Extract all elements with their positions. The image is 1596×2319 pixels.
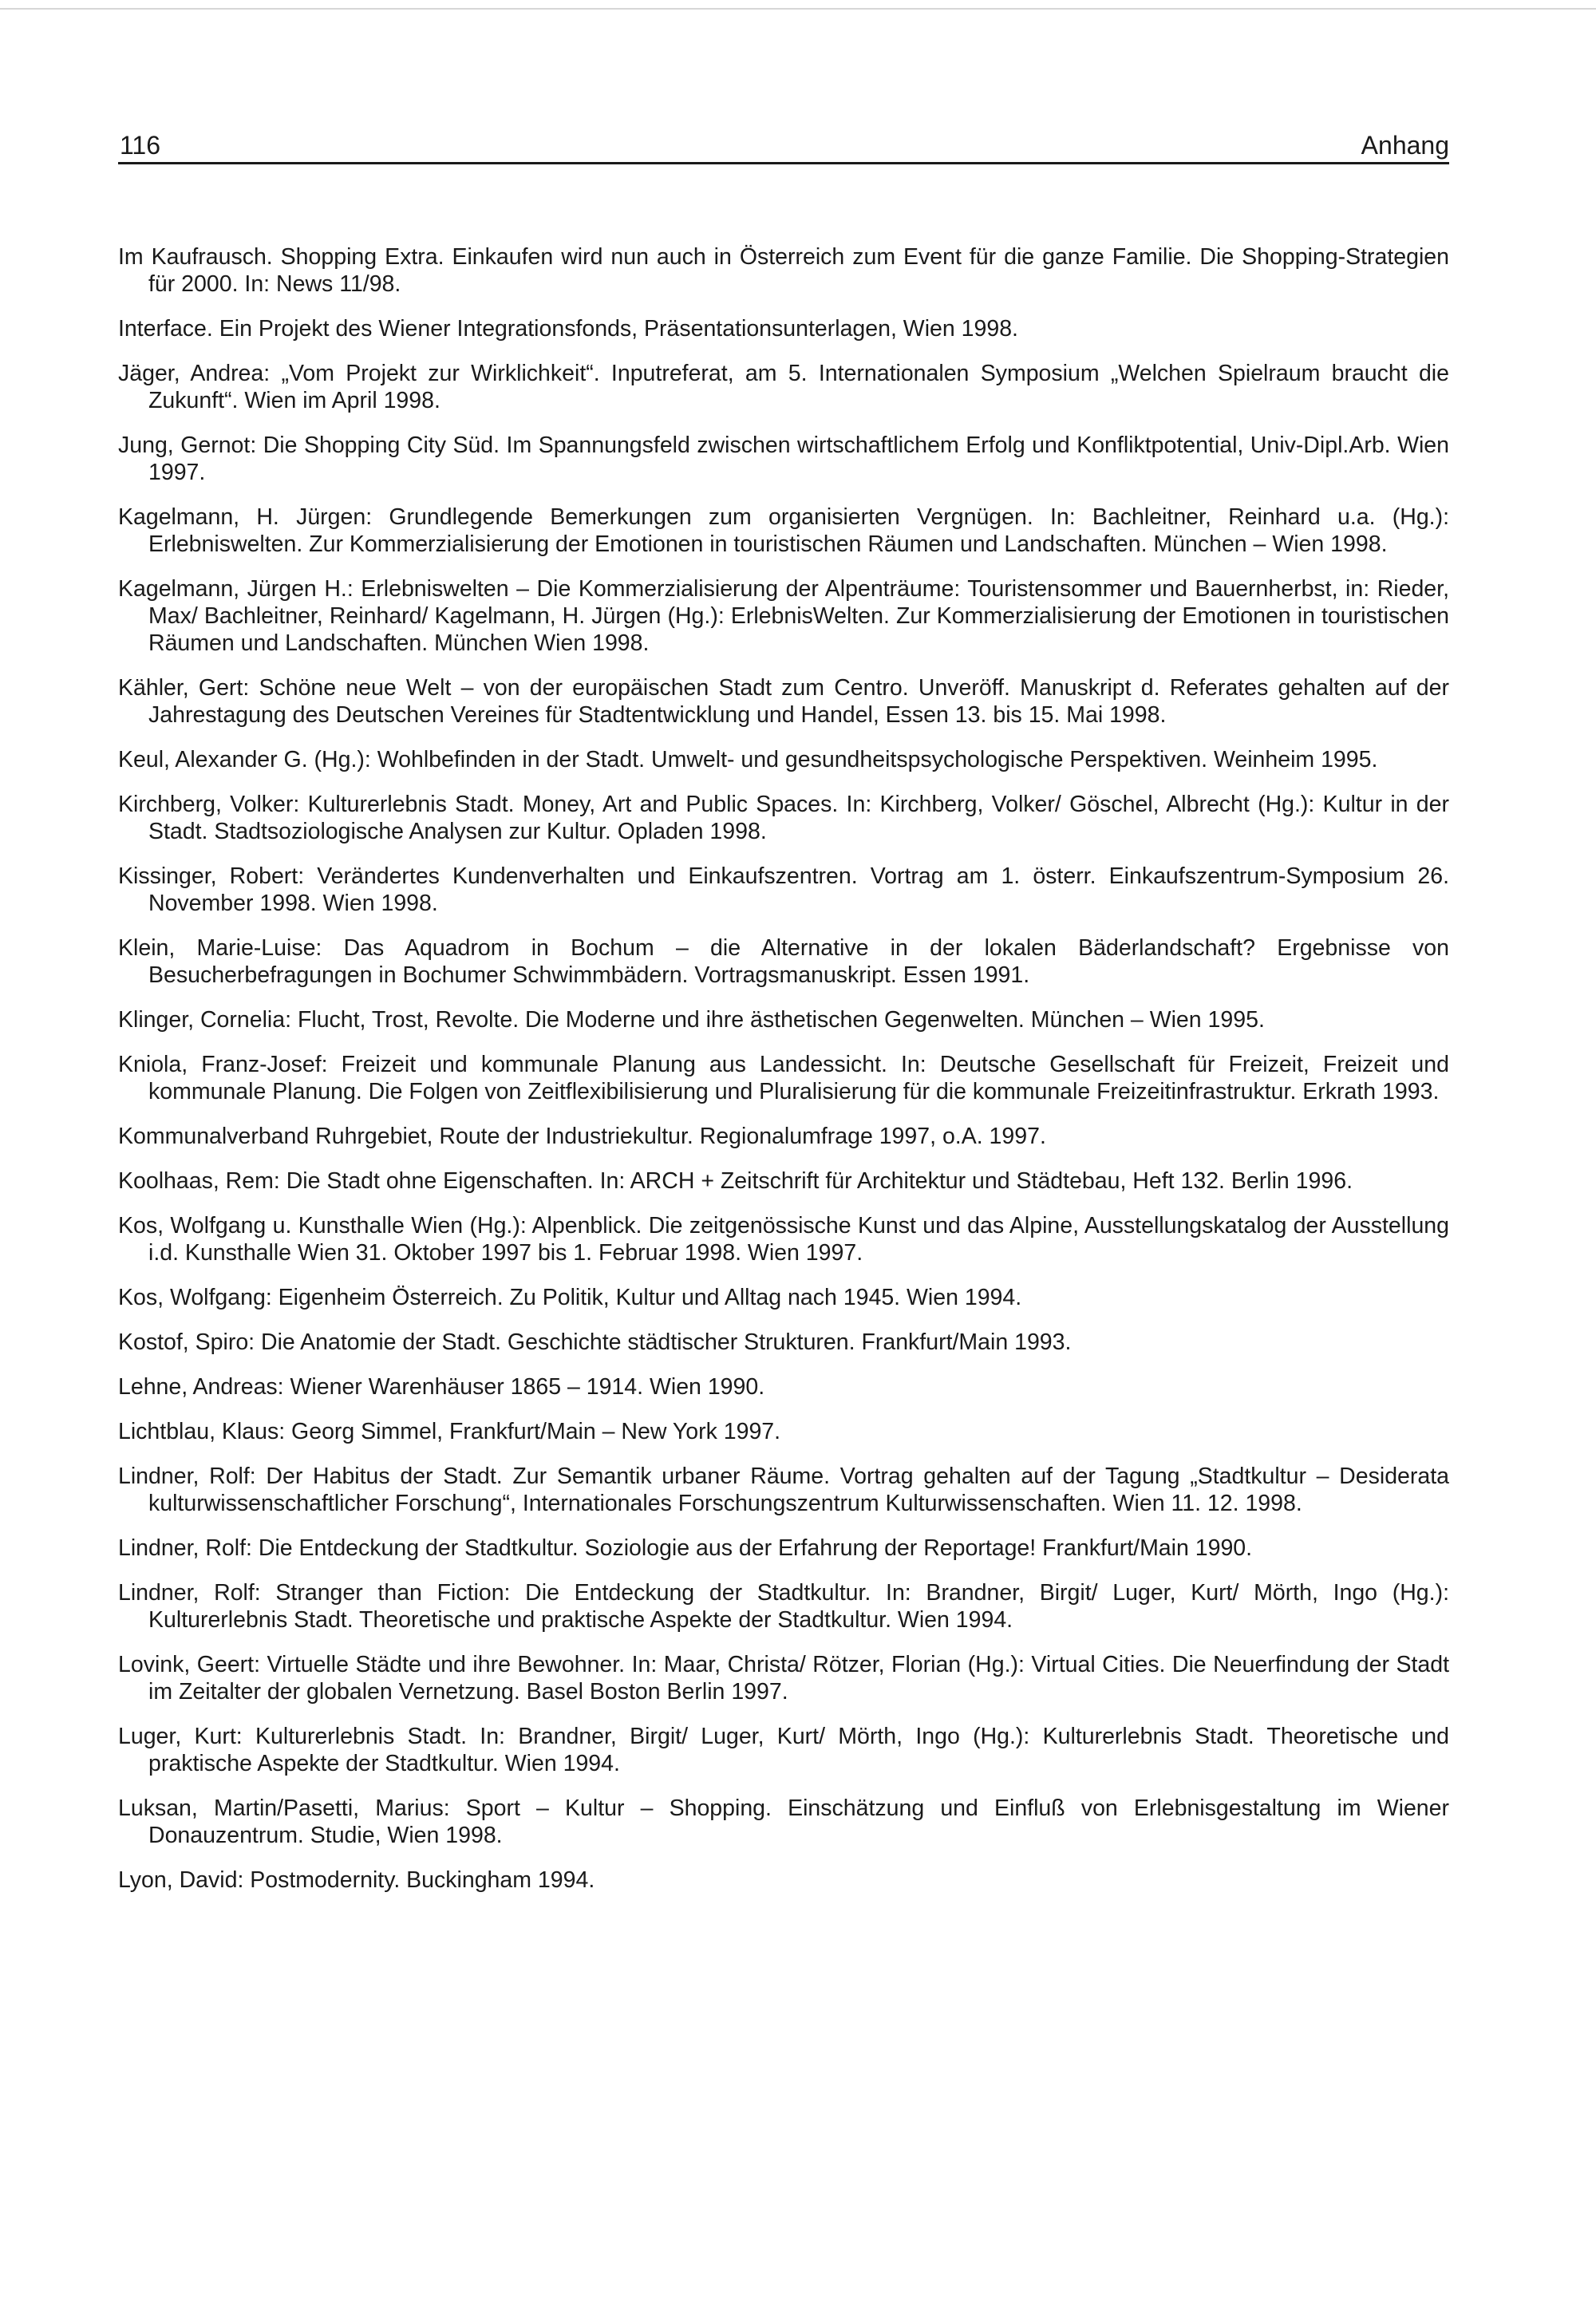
reference-entry: Klinger, Cornelia: Flucht, Trost, Revolte. Die Moderne und ihre ästhetischen Gegenwelten. München – Wien 1995. (118, 1007, 1265, 1033)
reference-entry: Keul, Alexander G. (Hg.): Wohlbefinden in der Stadt. Umwelt- und gesundheitspsychologische Perspektiven. Weinheim 1995. (118, 747, 1378, 772)
page-header (118, 128, 1449, 163)
reference-entry: Lindner, Rolf: Die Entdeckung der Stadtkultur. Soziologie aus der Erfahrung der Reportage! Frankfurt/Main 1990. (118, 1535, 1253, 1561)
reference-entry: Kos, Wolfgang: Eigenheim Österreich. Zu Politik, Kultur und Alltag nach 1945. Wien 1994. (118, 1285, 1022, 1310)
reference-entry: Kos, Wolfgang u. Kunsthalle Wien (Hg.): Alpenblick. Die zeitgenössische Kunst und das Alpine, Ausstellungskatalog der Ausstellung i.d. Kunsthalle Wien 31. Oktober 1997 bis 1. Februar 1998. Wien 1997. (118, 1213, 1449, 1266)
reference-entry: Interface. Ein Projekt des Wiener Integrationsfonds, Präsentationsunterlagen, Wien 1998. (118, 316, 1018, 342)
reference-entry: Kähler, Gert: Schöne neue Welt – von der europäischen Stadt zum Centro. Unveröff. Manuskript d. Referates gehalten auf der Jahrestagung des Deutschen Vereines für Stadtentwicklung und Handel, Essen 13. bis 15. Mai 1998. (118, 675, 1449, 728)
reference-entry: Kniola, Franz-Josef: Freizeit und kommunale Planung aus Landessicht. In: Deutsche Gesellschaft für Freizeit, Freizeit und kommunale Planung. Die Folgen von Zeitflexibilisierung und Pluralisierung für die kommunale Freizeitinfrastruktur. Erkrath 1993. (118, 1052, 1449, 1104)
reference-entry: Kommunalverband Ruhrgebiet, Route der Industriekultur. Regionalumfrage 1997, o.A. 1997. (118, 1124, 1046, 1149)
reference-entry: Klein, Marie-Luise: Das Aquadrom in Bochum – die Alternative in der lokalen Bäderlandschaft? Ergebnisse von Besucherbefragungen in Bochumer Schwimmbädern. Vortragsmanuskript. Essen 1991. (118, 935, 1449, 988)
reference-entry: Lehne, Andreas: Wiener Warenhäuser 1865 – 1914. Wien 1990. (118, 1374, 765, 1400)
reference-entry: Kostof, Spiro: Die Anatomie der Stadt. Geschichte städtischer Strukturen. Frankfurt/Main 1993. (118, 1329, 1072, 1355)
reference-entry: Im Kaufrausch. Shopping Extra. Einkaufen wird nun auch in Österreich zum Event für die ganze Familie. Die Shopping-Strategien für 2000. In: News 11/98. (118, 244, 1449, 297)
scan-edge (0, 8, 1596, 10)
reference-entry: Lyon, David: Postmodernity. Buckingham 1994. (118, 1867, 595, 1893)
reference-entry: Lindner, Rolf: Stranger than Fiction: Die Entdeckung der Stadtkultur. In: Brandner, Birgit/ Luger, Kurt/ Mörth, Ingo (Hg.): Kulturerlebnis Stadt. Theoretische und praktische Aspekte der Stadtkultur. Wien 1994. (118, 1580, 1449, 1633)
reference-entry: Luger, Kurt: Kulturerlebnis Stadt. In: Brandner, Birgit/ Luger, Kurt/ Mörth, Ingo (Hg.): Kulturerlebnis Stadt. Theoretische und praktische Aspekte der Stadtkultur. Wien 1994. (118, 1724, 1449, 1776)
reference-entry: Kagelmann, Jürgen H.: Erlebniswelten – Die Kommerzialisierung der Alpenträume: Touristensommer und Bauernherbst, in: Rieder, Max/ Bachleitner, Reinhard/ Kagelmann, H. Jürgen (Hg.): ErlebnisWelten. Zur Kommerzialisierung der Emotionen in touristischen Räumen und Landschaften. München Wien 1998. (118, 576, 1449, 656)
reference-entry: Kirchberg, Volker: Kulturerlebnis Stadt. Money, Art and Public Spaces. In: Kirchberg, Volker/ Göschel, Albrecht (Hg.): Kultur in der Stadt. Stadtsoziologische Analysen zur Kultur. Opladen 1998. (118, 792, 1449, 844)
running-title: Anhang (1361, 131, 1449, 160)
reference-entry: Koolhaas, Rem: Die Stadt ohne Eigenschaften. In: ARCH + Zeitschrift für Architektur und Städtebau, Heft 132. Berlin 1996. (118, 1168, 1353, 1194)
reference-entry: Jung, Gernot: Die Shopping City Süd. Im Spannungsfeld zwischen wirtschaftlichem Erfolg und Konfliktpotential, Univ-Dipl.Arb. Wien 1997. (118, 433, 1449, 485)
page-number: 116 (120, 131, 161, 160)
reference-entry: Lindner, Rolf: Der Habitus der Stadt. Zur Semantik urbaner Räume. Vortrag gehalten auf der Tagung „Stadtkultur – Desiderata kulturwissenschaftlicher Forschung“, Internationales Forschungszentrum Kulturwissenschaften. Wien 11. 12. 1998. (118, 1464, 1449, 1516)
reference-list (118, 243, 1449, 1911)
reference-entry: Luksan, Martin/Pasetti, Marius: Sport – Kultur – Shopping. Einschätzung und Einfluß von Erlebnisgestaltung im Wiener Donauzentrum. Studie, Wien 1998. (118, 1796, 1449, 1848)
reference-entry: Kagelmann, H. Jürgen: Grundlegende Bemerkungen zum organisierten Vergnügen. In: Bachleitner, Reinhard u.a. (Hg.): Erlebniswelten. Zur Kommerzialisierung der Emotionen in touristischen Räumen und Landschaften. München – Wien 1998. (118, 504, 1449, 557)
reference-entry: Jäger, Andrea: „Vom Projekt zur Wirklichkeit“. Inputreferat, am 5. Internationalen Symposium „Welchen Spielraum braucht die Zukunft“. Wien im April 1998. (118, 361, 1449, 413)
reference-entry: Lichtblau, Klaus: Georg Simmel, Frankfurt/Main – New York 1997. (118, 1419, 781, 1444)
reference-entry: Lovink, Geert: Virtuelle Städte und ihre Bewohner. In: Maar, Christa/ Rötzer, Florian (Hg.): Virtual Cities. Die Neuerfindung der Stadt im Zeitalter der globalen Vernetzung. Basel Boston Berlin 1997. (118, 1652, 1449, 1705)
reference-entry: Kissinger, Robert: Verändertes Kundenverhalten und Einkaufszentren. Vortrag am 1. österr. Einkaufszentrum-Symposium 26. November 1998. Wien 1998. (118, 863, 1449, 916)
header-rule (118, 162, 1449, 164)
